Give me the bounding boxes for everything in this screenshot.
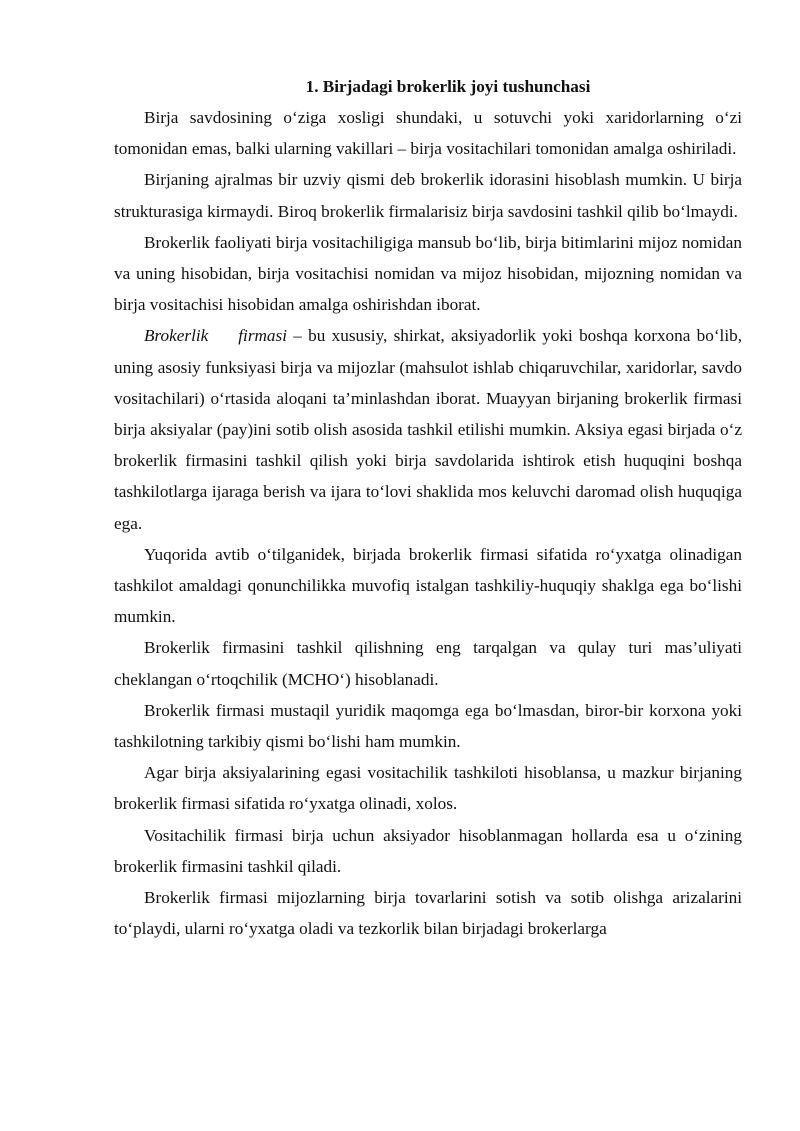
paragraph-7: Brokerlik firmasi mustaqil yuridik maqomga ega bo‘lmasdan, biror-bir korxona yoki tashkilotning tarkibiy qismi bo‘lishi ham mumkin. xyxy=(114,700,742,752)
paragraph-2: Birjaning ajralmas bir uzviy qismi deb brokerlik idorasini hisoblash mumkin. U birja strukturasiga kirmaydi. Biroq brokerlik firmalarisiz birja savdosini tashkil qilib bo‘lmaydi. xyxy=(114,170,742,221)
section-title: 1. Birjadagi brokerlik joyi tushunchasi xyxy=(305,77,591,96)
paragraph-6: Brokerlik firmasini tashkil qilishning eng tarqalgan va qulay turi mas’uliyati cheklangan o‘rtoqchilik (MCHO‘) hisoblanadi. xyxy=(114,638,742,689)
document-body xyxy=(114,72,742,944)
term-firmasi: firmasi xyxy=(238,326,287,346)
paragraph-8: Agar birja aksiyalarining egasi vositachilik tashkiloti hisoblansa, u mazkur birjaning brokerlik firmasi sifatida ro‘yxatga olinadi, xolos. xyxy=(114,763,742,814)
paragraph-10: Brokerlik firmasi mijozlarning birja tovarlarini sotish va sotib olishga arizalarini to‘playdi, ularni ro‘yxatga oladi va tezkorlik bilan birjadagi brokerlarga xyxy=(114,888,742,939)
paragraph-1: Birja savdosining o‘ziga xosligi shundaki, u sotuvchi yoki xaridorlarning o‘zi tomonidan emas, balki ularning vakillari – birja vositachilari tomonidan amalga oshiriladi. xyxy=(114,108,742,159)
term-brokerlik: Brokerlik xyxy=(144,326,209,346)
paragraph-3: Brokerlik faoliyati birja vositachiligiga mansub bo‘lib, birja bitimlarini mijoz nomidan va uning hisobidan, birja vositachisi nomidan va mijoz hisobidan, mijozning nomidan va birja vositachisi hisobidan amalga oshirishdan iborat. xyxy=(114,232,742,315)
paragraph-9: Vositachilik firmasi birja uchun aksiyador hisoblanmagan hollarda esa u o‘zining brokerlik firmasini tashkil qiladi. xyxy=(114,825,742,876)
paragraph-4-text: – bu xususiy, shirkat, aksiyadorlik yoki boshqa korxona bo‘lib, uning asosiy funksiyasi birja va mijozlar (mahsulot ishlab chiqaruvchilar, xaridorlar, savdo vositachilari) o‘rtasida aloqani ta’minlashdan iborat. Muayyan birjaning brokerlik firmasi birja aksiyalar (pay)ini sotib olish asosida tashkil etilishi mumkin. Aksiya egasi birjada o‘z brokerlik firmasini tashkil qilish yoki birja savdolarida ishtirok etish huquqini boshqa tashkilotlarga ijaraga berish va ijara to‘lovi shaklida mos keluvchi daromad olish huquqiga ega. xyxy=(114,326,742,533)
paragraph-5: Yuqorida avtib o‘tilganidek, birjada brokerlik firmasi sifatida ro‘yxatga olinadigan tashkilot amaldagi qonunchilikka muvofiq istalgan tashkiliy-huquqiy shaklga ega bo‘lishi mumkin. xyxy=(114,544,742,627)
paragraph-4 xyxy=(114,320,742,538)
